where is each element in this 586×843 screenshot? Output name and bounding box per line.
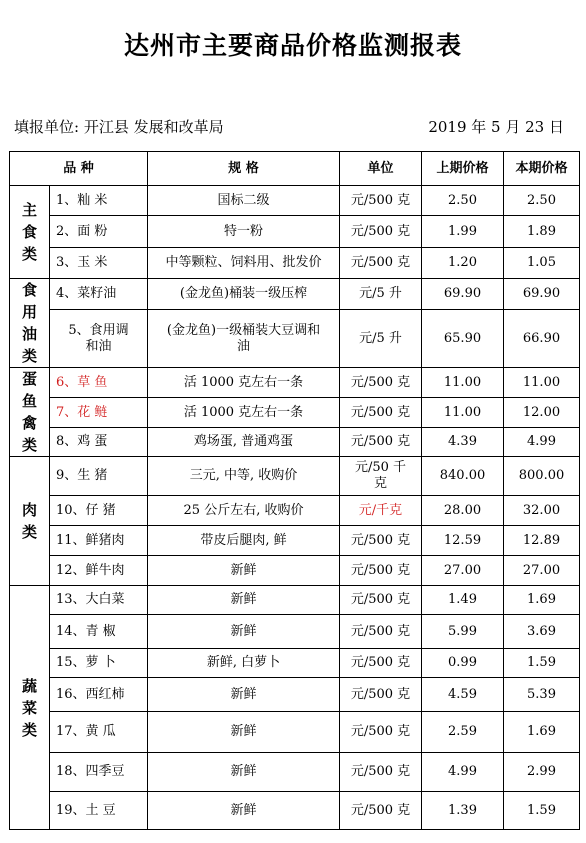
prev-price: 28.00 bbox=[422, 496, 504, 526]
item-name: 2、面 粉 bbox=[50, 216, 148, 248]
prev-price: 65.90 bbox=[422, 310, 504, 368]
table-row bbox=[10, 310, 580, 368]
prev-price: 2.59 bbox=[422, 712, 504, 753]
item-name: 5、食用调 和油 bbox=[50, 310, 148, 368]
item-name: 9、生 猪 bbox=[50, 457, 148, 496]
item-unit: 元/5 升 bbox=[340, 279, 422, 310]
reporting-unit: 填报单位: 开江县 发展和改革局 bbox=[14, 118, 224, 136]
prev-price: 840.00 bbox=[422, 457, 504, 496]
table-row bbox=[10, 496, 580, 526]
item-spec: 新鲜 bbox=[148, 753, 340, 792]
prev-price: 1.20 bbox=[422, 248, 504, 279]
prev-price: 11.00 bbox=[422, 398, 504, 428]
item-spec: 带皮后腿肉, 鲜 bbox=[148, 526, 340, 556]
item-unit: 元/500 克 bbox=[340, 712, 422, 753]
item-unit: 元/500 克 bbox=[340, 649, 422, 678]
prev-price: 11.00 bbox=[422, 368, 504, 398]
header-spec: 规 格 bbox=[148, 152, 340, 186]
table-row bbox=[10, 398, 580, 428]
item-spec: 25 公斤左右, 收购价 bbox=[148, 496, 340, 526]
item-spec: 活 1000 克左右一条 bbox=[148, 368, 340, 398]
curr-price: 1.59 bbox=[504, 792, 580, 830]
price-table bbox=[9, 151, 580, 830]
table-row bbox=[10, 457, 580, 496]
curr-price: 1.69 bbox=[504, 586, 580, 615]
table-row bbox=[10, 753, 580, 792]
item-name: 8、鸡 蛋 bbox=[50, 428, 148, 457]
table-header-row bbox=[10, 152, 580, 186]
curr-price: 1.69 bbox=[504, 712, 580, 753]
item-unit: 元/50 千 克 bbox=[340, 457, 422, 496]
item-unit: 元/5 升 bbox=[340, 310, 422, 368]
item-name: 11、鲜猪肉 bbox=[50, 526, 148, 556]
curr-price: 12.89 bbox=[504, 526, 580, 556]
prev-price: 1.99 bbox=[422, 216, 504, 248]
item-name: 3、玉 米 bbox=[50, 248, 148, 279]
prev-price: 4.99 bbox=[422, 753, 504, 792]
item-name: 6、草 鱼 bbox=[50, 368, 148, 398]
table-row bbox=[10, 649, 580, 678]
item-unit: 元/500 克 bbox=[340, 556, 422, 586]
table-row bbox=[10, 615, 580, 649]
item-spec: 新鲜 bbox=[148, 792, 340, 830]
prev-price: 69.90 bbox=[422, 279, 504, 310]
prev-price: 1.39 bbox=[422, 792, 504, 830]
curr-price: 11.00 bbox=[504, 368, 580, 398]
curr-price: 1.05 bbox=[504, 248, 580, 279]
item-unit: 元/500 克 bbox=[340, 186, 422, 216]
prev-price: 4.59 bbox=[422, 678, 504, 712]
item-spec: 新鲜 bbox=[148, 556, 340, 586]
item-spec: 中等颗粒、饲料用、批发价 bbox=[148, 248, 340, 279]
category-label: 蛋 鱼 禽 类 bbox=[10, 368, 50, 457]
item-spec: 活 1000 克左右一条 bbox=[148, 398, 340, 428]
curr-price: 66.90 bbox=[504, 310, 580, 368]
item-name: 1、籼 米 bbox=[50, 186, 148, 216]
item-spec: 三元, 中等, 收购价 bbox=[148, 457, 340, 496]
curr-price: 69.90 bbox=[504, 279, 580, 310]
item-unit: 元/千克 bbox=[340, 496, 422, 526]
item-name: 19、土 豆 bbox=[50, 792, 148, 830]
item-unit: 元/500 克 bbox=[340, 526, 422, 556]
category-label: 主 食 类 bbox=[10, 186, 50, 279]
prev-price: 12.59 bbox=[422, 526, 504, 556]
table-row bbox=[10, 792, 580, 830]
item-name: 18、四季豆 bbox=[50, 753, 148, 792]
item-unit: 元/500 克 bbox=[340, 678, 422, 712]
item-unit: 元/500 克 bbox=[340, 586, 422, 615]
header-curr-price: 本期价格 bbox=[504, 152, 580, 186]
item-spec: 新鲜 bbox=[148, 615, 340, 649]
prev-price: 5.99 bbox=[422, 615, 504, 649]
item-name: 15、萝 卜 bbox=[50, 649, 148, 678]
item-spec: 新鲜 bbox=[148, 586, 340, 615]
table-row bbox=[10, 279, 580, 310]
header-item: 品 种 bbox=[10, 152, 148, 186]
table-row bbox=[10, 216, 580, 248]
prev-price: 0.99 bbox=[422, 649, 504, 678]
item-name: 16、西红柿 bbox=[50, 678, 148, 712]
category-label: 食 用 油 类 bbox=[10, 279, 50, 368]
item-unit: 元/500 克 bbox=[340, 398, 422, 428]
curr-price: 1.89 bbox=[504, 216, 580, 248]
item-unit: 元/500 克 bbox=[340, 428, 422, 457]
item-unit: 元/500 克 bbox=[340, 368, 422, 398]
curr-price: 2.50 bbox=[504, 186, 580, 216]
curr-price: 2.99 bbox=[504, 753, 580, 792]
item-unit: 元/500 克 bbox=[340, 216, 422, 248]
item-name: 12、鲜牛肉 bbox=[50, 556, 148, 586]
curr-price: 32.00 bbox=[504, 496, 580, 526]
item-name: 10、仔 猪 bbox=[50, 496, 148, 526]
item-spec: 新鲜, 白萝卜 bbox=[148, 649, 340, 678]
table-row bbox=[10, 678, 580, 712]
item-name: 4、菜籽油 bbox=[50, 279, 148, 310]
item-spec: 特一粉 bbox=[148, 216, 340, 248]
table-row bbox=[10, 248, 580, 279]
item-spec: 新鲜 bbox=[148, 678, 340, 712]
item-unit: 元/500 克 bbox=[340, 792, 422, 830]
table-row bbox=[10, 712, 580, 753]
page-title: 达州市主要商品价格监测报表 bbox=[123, 31, 462, 60]
curr-price: 12.00 bbox=[504, 398, 580, 428]
item-spec: 鸡场蛋, 普通鸡蛋 bbox=[148, 428, 340, 457]
item-name: 7、花 鲢 bbox=[50, 398, 148, 428]
item-spec: 国标二级 bbox=[148, 186, 340, 216]
prev-price: 2.50 bbox=[422, 186, 504, 216]
item-name: 14、青 椒 bbox=[50, 615, 148, 649]
item-name: 13、大白菜 bbox=[50, 586, 148, 615]
header-unit: 单位 bbox=[340, 152, 422, 186]
item-spec: (金龙鱼)桶装一级压榨 bbox=[148, 279, 340, 310]
curr-price: 3.69 bbox=[504, 615, 580, 649]
category-label: 蔬 菜 类 bbox=[10, 586, 50, 830]
table-row bbox=[10, 368, 580, 398]
prev-price: 1.49 bbox=[422, 586, 504, 615]
item-unit: 元/500 克 bbox=[340, 248, 422, 279]
table-row bbox=[10, 186, 580, 216]
curr-price: 4.99 bbox=[504, 428, 580, 457]
table-row bbox=[10, 526, 580, 556]
item-unit: 元/500 克 bbox=[340, 753, 422, 792]
table-row bbox=[10, 586, 580, 615]
header-prev-price: 上期价格 bbox=[422, 152, 504, 186]
prev-price: 4.39 bbox=[422, 428, 504, 457]
prev-price: 27.00 bbox=[422, 556, 504, 586]
item-unit: 元/500 克 bbox=[340, 615, 422, 649]
table-row bbox=[10, 428, 580, 457]
curr-price: 1.59 bbox=[504, 649, 580, 678]
report-date: 2019 年 5 月 23 日 bbox=[428, 118, 564, 136]
curr-price: 5.39 bbox=[504, 678, 580, 712]
item-spec: (金龙鱼)一级桶装大豆调和 油 bbox=[148, 310, 340, 368]
item-name: 17、黄 瓜 bbox=[50, 712, 148, 753]
item-spec: 新鲜 bbox=[148, 712, 340, 753]
table-row bbox=[10, 556, 580, 586]
category-label: 肉 类 bbox=[10, 457, 50, 586]
curr-price: 27.00 bbox=[504, 556, 580, 586]
curr-price: 800.00 bbox=[504, 457, 580, 496]
